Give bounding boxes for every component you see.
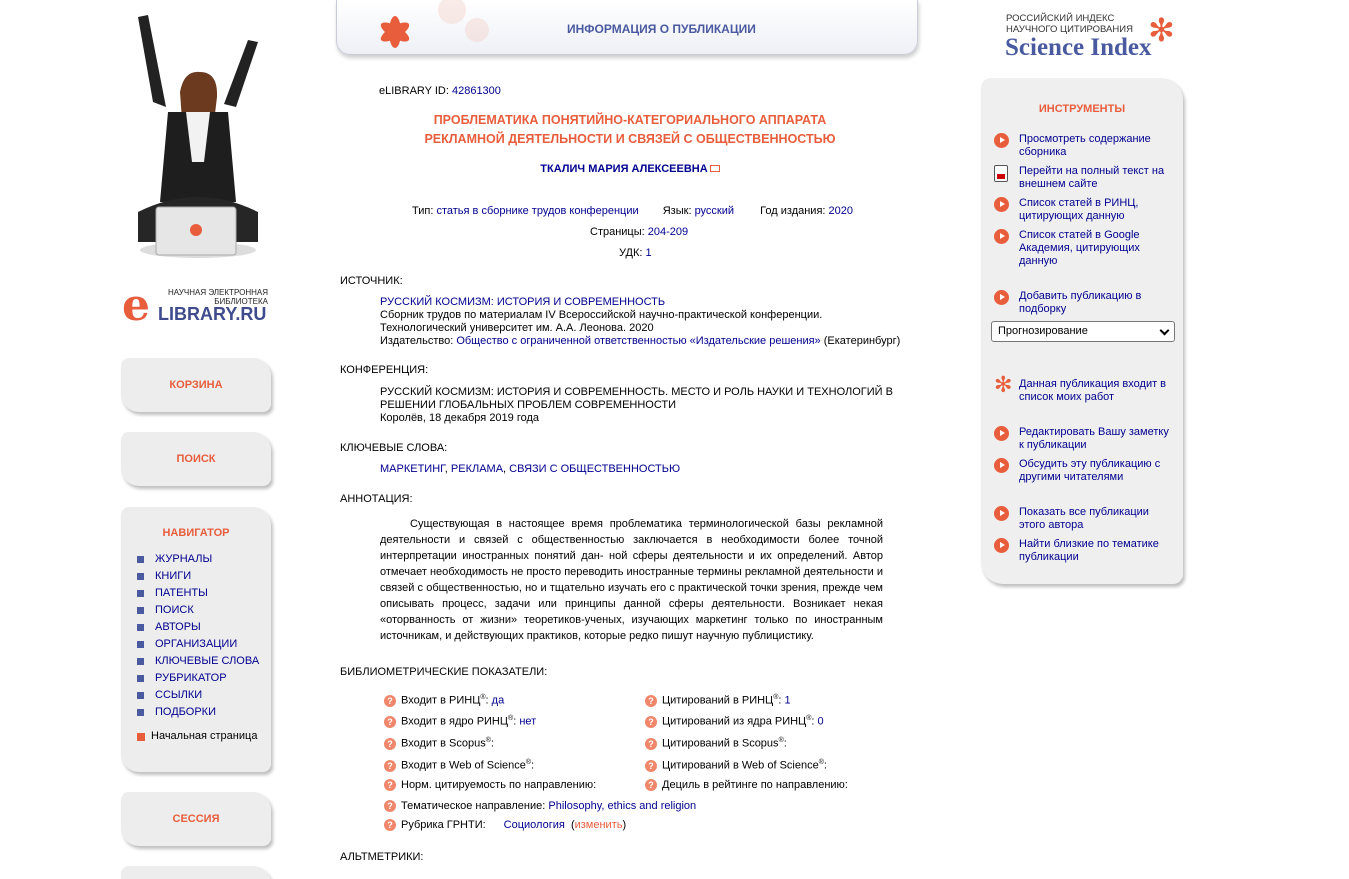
- search-box[interactable]: [121, 432, 271, 486]
- elibrary-logo[interactable]: e: [122, 280, 150, 331]
- publisher-link[interactable]: Общество с ограниченной ответственностью «Издательские решения»: [456, 335, 821, 347]
- play-icon: [994, 538, 1009, 553]
- metric-core-in: ? Входит в ядро РИНЦ®: нет: [384, 715, 536, 728]
- help-icon[interactable]: ?: [645, 695, 657, 707]
- cart-box[interactable]: [121, 358, 271, 412]
- abstract-text: Существующая в настоящее время проблематика терминологической базы рекламной деятельности и связей с общественностью заключается в необходимости более точной интерпретации иностранных понятий дан- ной сферы деятельности и их определений. Автор отмечает необходимость не просто переводить иностранные термины рекламной деятельности и связей с общественностью, но и тщательно изучать его с практической точки зрения, прежде чем описывать процесс, задачи или принципы данной сферы деятельности. Возникает некая «оторванность от жизни» теоретиков-ученых, изучающих маркетинг только по иностранным источникам, и действующих практиков, которые редко пишут научную публицистику.: [380, 518, 883, 642]
- help-icon[interactable]: ?: [384, 779, 396, 791]
- nav-item-books[interactable]: КНИГИ: [137, 568, 271, 585]
- keyword-link[interactable]: МАРКЕТИНГ: [380, 463, 445, 475]
- flower-decoration-icon: [347, 0, 507, 55]
- help-icon[interactable]: ?: [645, 779, 657, 791]
- help-icon[interactable]: ?: [384, 716, 396, 728]
- grnti-link[interactable]: Социология: [503, 819, 565, 831]
- source-block: РУССКИЙ КОСМИЗМ: ИСТОРИЯ И СОВРЕМЕННОСТЬ Сборник трудов по материалам IV Всероссийской научно-практической конференции. Технологический университет им. А.А. Леонова. 2020 Издательство: Общество с ограниченной ответственностью «Издательские решения» (Екатеринбург): [380, 296, 901, 347]
- tool-my-works[interactable]: ✻ Данная публикация входит в список моих работ: [994, 372, 1167, 403]
- tool-add-collection[interactable]: Добавить публикацию в подборку: [994, 290, 1174, 316]
- rinc-cit-link[interactable]: 1: [784, 694, 791, 707]
- session-link[interactable]: СЕССИЯ: [172, 813, 220, 825]
- pages-row: Страницы: 204-209: [590, 226, 689, 238]
- help-icon[interactable]: ?: [384, 695, 396, 707]
- help-icon[interactable]: ?: [384, 800, 396, 812]
- left-column: [0, 0, 300, 879]
- asterisk-icon: ✻: [994, 372, 1013, 397]
- play-icon: [994, 197, 1009, 212]
- pub-type-link[interactable]: статья в сборнике трудов конференции: [436, 205, 639, 217]
- help-icon[interactable]: ?: [645, 760, 657, 772]
- keyword-link[interactable]: СВЯЗИ С ОБЩЕСТВЕННОСТЬЮ: [509, 463, 681, 475]
- keywords-heading: КЛЮЧЕВЫЕ СЛОВА:: [340, 442, 448, 454]
- pub-type-row: Тип: статья в сборнике трудов конференции Язык: русский Год издания: 2020: [412, 205, 854, 217]
- tool-full-text[interactable]: Перейти на полный текст на внешнем сайте: [994, 165, 1174, 191]
- tool-rinc-citing[interactable]: Список статей в РИНЦ, цитирующих данную: [994, 197, 1174, 223]
- play-icon: [994, 229, 1009, 244]
- biblio-heading: БИБЛИОМЕТРИЧЕСКИЕ ПОКАЗАТЕЛИ:: [340, 666, 548, 678]
- help-icon[interactable]: ?: [645, 738, 657, 750]
- change-link[interactable]: изменить: [574, 819, 623, 831]
- metric-norm: ? Норм. цитируемость по направлению:: [384, 779, 596, 791]
- home-icon: [137, 733, 145, 741]
- chevron-down-icon: [1160, 326, 1170, 336]
- metric-decile: ? Дециль в рейтинге по направлению:: [645, 779, 848, 791]
- science-index-logo[interactable]: Science Index: [1005, 34, 1152, 61]
- nav-item-journals[interactable]: ЖУРНАЛЫ: [137, 551, 271, 568]
- keywords-list: МАРКЕТИНГ, РЕКЛАМА, СВЯЗИ С ОБЩЕСТВЕННОСТЬЮ: [380, 463, 681, 475]
- metric-rinc-in: ? Входит в РИНЦ®: да: [384, 694, 504, 707]
- author-name[interactable]: ТКАЛИЧ МАРИЯ АЛЕКСЕЕВНА: [380, 163, 880, 175]
- search-link[interactable]: ПОИСК: [176, 453, 216, 465]
- science-index-subtitle: РОССИЙСКИЙ ИНДЕКС НАУЧНОГО ЦИТИРОВАНИЯ: [1006, 13, 1133, 35]
- pages-value: 204-209: [647, 226, 689, 238]
- tool-author-pubs[interactable]: Показать все публикации этого автора: [994, 506, 1174, 532]
- cart-link[interactable]: КОРЗИНА: [169, 379, 223, 391]
- logo-wordmark: LIBRARY.RU: [158, 304, 267, 324]
- tool-edit-note[interactable]: Редактировать Вашу заметку к публикации: [994, 426, 1174, 452]
- play-icon: [994, 458, 1009, 473]
- asterisk-icon: ✻: [1148, 12, 1175, 48]
- source-heading: ИСТОЧНИК:: [340, 275, 403, 287]
- metric-rinc-cit: ? Цитирований в РИНЦ®: 1: [645, 694, 791, 707]
- pdf-icon: [994, 165, 1008, 182]
- navigator-list: [121, 551, 271, 721]
- nav-item-authors[interactable]: АВТОРЫ: [137, 619, 271, 636]
- pub-year-link[interactable]: 2020: [828, 205, 854, 217]
- abstract-heading: АННОТАЦИЯ:: [340, 493, 413, 505]
- metric-grnti: ? Рубрика ГРНТИ: Социология (изменить): [384, 819, 626, 831]
- hero-illustration: [118, 12, 278, 262]
- metric-wos-cit: ? Цитирований в Web of Science®:: [645, 759, 827, 772]
- nav-item-organizations[interactable]: ОРГАНИЗАЦИИ: [137, 636, 271, 653]
- help-icon[interactable]: ?: [384, 760, 396, 772]
- nav-item-links[interactable]: ССЫЛКИ: [137, 687, 271, 704]
- tool-similar[interactable]: Найти близкие по тематике публикации: [994, 538, 1174, 564]
- nav-item-collections[interactable]: ПОДБОРКИ: [137, 704, 271, 721]
- conference-heading: КОНФЕРЕНЦИЯ:: [340, 364, 429, 376]
- play-icon: [994, 290, 1009, 305]
- nav-home[interactable]: Начальная страница: [121, 730, 271, 742]
- pub-lang-link[interactable]: русский: [694, 205, 735, 217]
- elibrary-id: eLIBRARY ID: 42861300: [379, 85, 501, 97]
- metric-scopus-cit: ? Цитирований в Scopus®:: [645, 737, 787, 750]
- nav-item-rubricator[interactable]: РУБРИКАТОР: [137, 670, 271, 687]
- logo-subtitle: НАУЧНАЯ ЭЛЕКТРОННАЯ БИБЛИОТЕКА: [168, 288, 268, 306]
- forecast-select[interactable]: Прогнозирование: [991, 321, 1175, 342]
- session-box[interactable]: [121, 792, 271, 846]
- elibrary-id-value[interactable]: 42861300: [451, 85, 501, 97]
- metric-wos-in: ? Входит в Web of Science®:: [384, 759, 534, 772]
- source-link[interactable]: РУССКИЙ КОСМИЗМ: ИСТОРИЯ И СОВРЕМЕННОСТЬ: [380, 296, 666, 308]
- udk-row: УДК: 1: [619, 247, 652, 259]
- play-icon: [994, 133, 1009, 148]
- tools-title: ИНСТРУМЕНТЫ: [1038, 103, 1126, 115]
- tool-view-contents[interactable]: Просмотреть содержание сборника: [994, 133, 1174, 159]
- publication-title: ПРОБЛЕМАТИКА ПОНЯТИЙНО-КАТЕГОРИАЛЬНОГО АППАРАТА РЕКЛАМНОЙ ДЕЯТЕЛЬНОСТИ И СВЯЗЕЙ С ОБЩЕСТВЕННОСТЬЮ: [424, 113, 836, 146]
- page-title: ИНФОРМАЦИЯ О ПУБЛИКАЦИИ: [567, 22, 756, 36]
- theme-link[interactable]: Philosophy, ethics and religion: [548, 800, 697, 812]
- keyword-link[interactable]: РЕКЛАМА: [450, 463, 504, 475]
- next-box: [121, 866, 271, 879]
- altmetrics-heading: АЛЬТМЕТРИКИ:: [340, 851, 424, 863]
- metric-core-cit: ? Цитирований из ядра РИНЦ®: 0: [645, 715, 824, 728]
- help-icon[interactable]: ?: [384, 738, 396, 750]
- navigator-title: НАВИГАТОР: [162, 527, 230, 539]
- conference-link[interactable]: РУССКИЙ КОСМИЗМ: ИСТОРИЯ И СОВРЕМЕННОСТЬ. МЕСТО И РОЛЬ НАУКИ И ТЕХНОЛОГИЙ В РЕШЕНИИ ГЛОБАЛЬНЫХ ПРОБЛЕМ СОВРЕМЕННОСТИ Королёв, 18 декабря 2019 года: [380, 386, 893, 424]
- play-icon: [994, 506, 1009, 521]
- help-icon[interactable]: ?: [645, 716, 657, 728]
- tool-discuss[interactable]: Обсудить эту публикацию с другими читателями: [994, 458, 1174, 484]
- envelope-icon[interactable]: [710, 165, 720, 172]
- play-icon: [994, 426, 1009, 441]
- navigator-box: [121, 507, 271, 772]
- help-icon[interactable]: ?: [384, 819, 396, 831]
- nav-item-keywords[interactable]: КЛЮЧЕВЫЕ СЛОВА: [137, 653, 271, 670]
- metric-theme: ? Тематическое направление: Philosophy, ethics and religion: [384, 800, 696, 812]
- udk-value: 1: [645, 247, 652, 259]
- metric-scopus-in: ? Входит в Scopus®:: [384, 737, 494, 750]
- tool-google-citing[interactable]: Список статей в Google Академия, цитирующих данную: [994, 229, 1174, 268]
- nav-item-patents[interactable]: ПАТЕНТЫ: [137, 585, 271, 602]
- nav-item-search[interactable]: ПОИСК: [137, 602, 271, 619]
